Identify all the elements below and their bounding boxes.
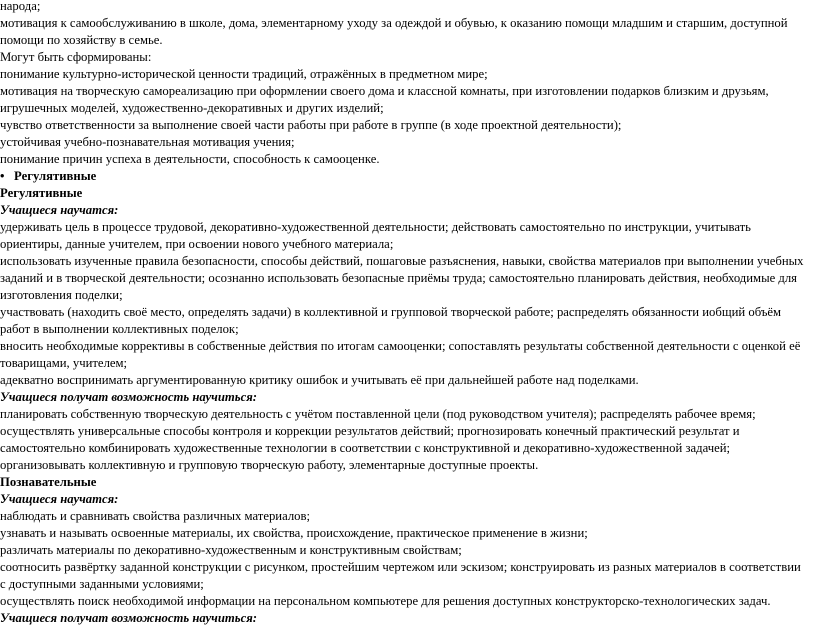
text-line: мотивация к самообслуживанию в школе, дома, элементарному уходу за одеждой и обувью, к оказанию помощи младшим и старшим, доступной помощи по хозяйству в семье.	[0, 16, 788, 47]
text-line: адекватно воспринимать аргументированную критику ошибок и учитывать её при дальнейшей работе над поделками.	[0, 373, 639, 387]
subsection-heading: Учащиеся научатся:	[0, 492, 119, 506]
text-line: участвовать (находить своё место, определять задачи) в коллективной и групповой творческой работе; распределять обязанности иобщий объём работ в выполнении коллективных поделок;	[0, 305, 782, 336]
text-line: узнавать и называть освоенные материалы, их свойства, происхождение, практическое применение в жизни;	[0, 526, 588, 540]
text-line: различать материалы по декоративно-художественным и конструктивным свойствам;	[0, 543, 462, 557]
subsection-heading: Учащиеся получат возможность научиться:	[0, 611, 257, 625]
text-line: организовывать коллективную и групповую творческую работу, элементарные доступные проекты.	[0, 458, 539, 472]
text-line: наблюдать и сравнивать свойства различных материалов;	[0, 509, 311, 523]
text-line: планировать собственную творческую деятельность с учётом поставленной цели (под руководством учителя); распределять рабочее время;	[0, 407, 756, 421]
bullet-heading	[0, 168, 808, 185]
text-line: мотивация на творческую самореализацию при оформлении своего дома и классной комнаты, при изготовлении подарков близким и друзьям, игрушечных моделей, художественно-декоративных и других изделий;	[0, 84, 769, 115]
subsection-heading: Учащиеся получат возможность научиться:	[0, 390, 257, 404]
text-line: устойчивая учебно-познавательная мотивация учения;	[0, 135, 295, 149]
text-line: чувство ответственности за выполнение своей части работы при работе в группе (в ходе проектной деятельности);	[0, 118, 622, 132]
text-line: народа;	[0, 0, 41, 13]
text-line: осуществлять поиск необходимой информации на персональном компьютере для решения доступных конструкторско-технологических задач.	[0, 594, 771, 608]
text-line: осуществлять универсальные способы контроля и коррекции результатов действий; прогнозировать конечный практический результат и самостоятельно комбинировать художественные технологии в соответствии с конструктивной и декоративно-художественной задачей;	[0, 424, 740, 455]
bullet-heading-label: Регулятивные	[14, 169, 97, 183]
text-line: соотносить развёртку заданной конструкции с рисунком, простейшим чертежом или эскизом; конструировать из разных материалов в соответствии с доступными заданными условиями;	[0, 560, 801, 591]
subsection-heading: Учащиеся научатся:	[0, 203, 119, 217]
section-heading: Регулятивные	[0, 186, 83, 200]
text-line: использовать изученные правила безопасности, способы действий, пошаговые разъяснения, навыки, свойства материалов при выполнении учебных заданий и в творческой деятельности; осознанно использовать безопасные приёмы труда; самостоятельно планировать действия, необходимые для изготовления поделки;	[0, 254, 804, 302]
text-line: понимание причин успеха в деятельности, способность к самооценке.	[0, 152, 380, 166]
text-line: Могут быть сформированы:	[0, 50, 152, 64]
bullet-icon: •	[0, 169, 5, 183]
section-heading: Познавательные	[0, 475, 97, 489]
text-line: понимание культурно-исторической ценности традиций, отражённых в предметном мире;	[0, 67, 488, 81]
text-line: удерживать цель в процессе трудовой, декоративно-художественной деятельности; действовать самостоятельно по инструкции, учитывать ориентиры, данные учителем, при освоении нового учебного материала;	[0, 220, 751, 251]
text-line: вносить необходимые коррективы в собственные действия по итогам самооценки; сопоставлять результаты собственной деятельности с оценкой её товарищами, учителем;	[0, 339, 801, 370]
